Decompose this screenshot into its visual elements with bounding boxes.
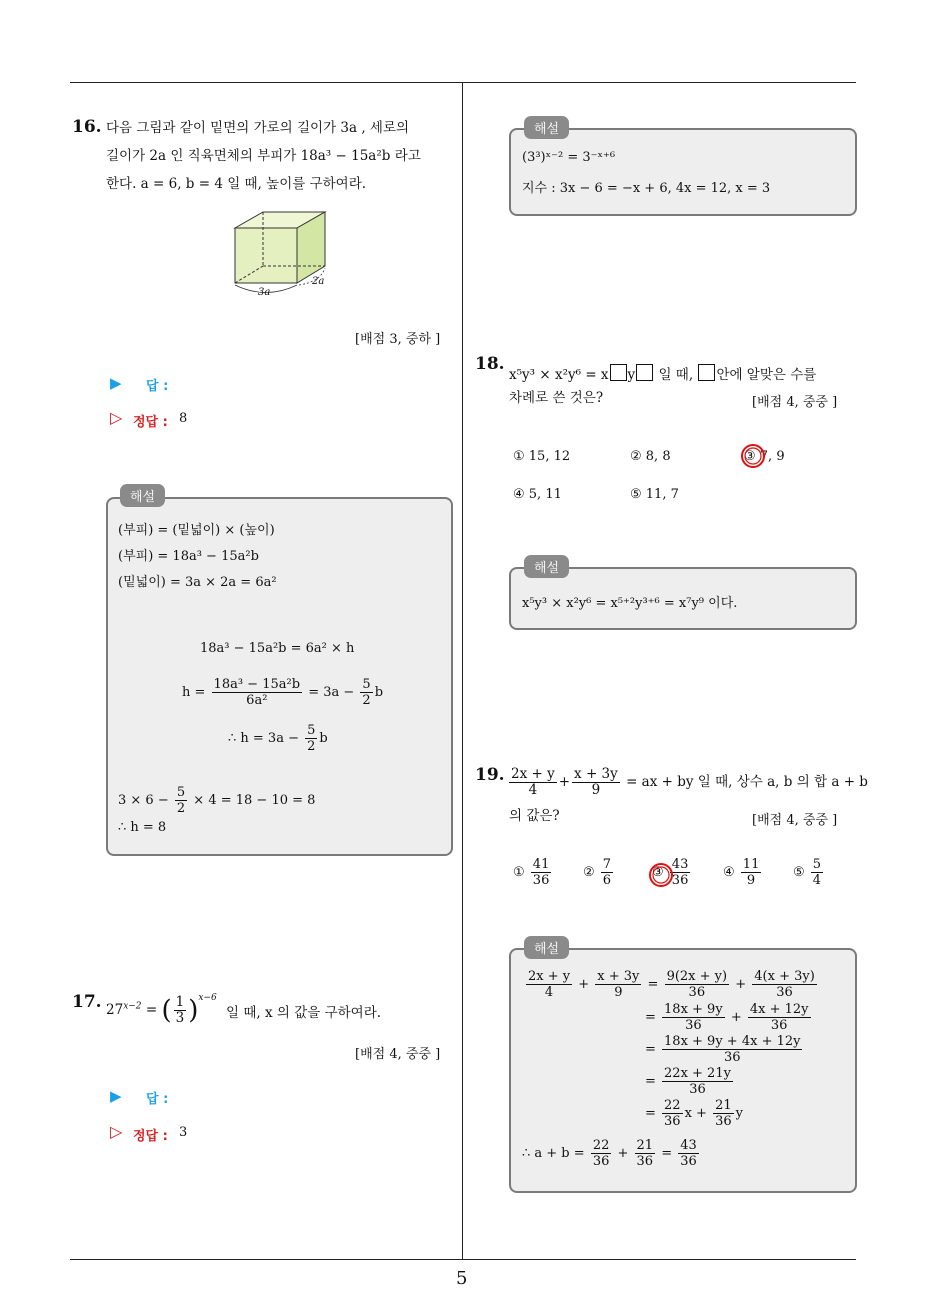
q16-sol6-fd: 2 <box>307 739 316 754</box>
q17-solution-box <box>509 128 857 216</box>
q19-sol-r6b-n: 21 <box>636 1138 654 1153</box>
q19-choice-5[interactable] <box>793 857 825 888</box>
q19-sol-row2: = $\frac{18x + 9y}{36}$ + $\frac{4x + 12y}{36}$ <box>645 1002 809 1033</box>
top-rule <box>70 82 856 83</box>
q19-sol-r2a <box>662 1002 725 1033</box>
q19-sol-r1a-n: 2x + y <box>528 969 571 984</box>
q19-sol-r6b-d: 36 <box>636 1154 654 1169</box>
q19-line1 <box>507 767 868 798</box>
q19-sol-r5a <box>662 1098 683 1129</box>
q16-sol7-fd: 2 <box>176 801 186 816</box>
q16-sol5-fn: 5 <box>362 677 371 692</box>
q19-choice-1-d: 36 <box>532 873 550 888</box>
q18-choice-4[interactable]: ④ 5, 11 <box>513 487 562 502</box>
q16-sol-line3: (밑넓이) = 3a × 2a = 6a² <box>118 575 277 590</box>
q17-eq-rhs-exp: x−6 <box>198 993 217 1003</box>
q19-sol-r1c-d: 36 <box>688 985 706 1000</box>
q18-blank-box-3 <box>698 364 715 381</box>
q17-correct-value: 3 <box>179 1125 188 1140</box>
q16-sol5-mid: = 3a − <box>308 685 355 700</box>
q19-sol-r5a-d: 36 <box>664 1114 681 1129</box>
q19-points: [배점 4, 중중 ] <box>752 813 838 828</box>
q16-sol7-fn: 5 <box>176 785 186 800</box>
q17-sol-line1: (3³)ˣ⁻² = 3⁻ˣ⁺⁶ <box>522 150 616 165</box>
q19-sol-r3-n: 18x + 9y + 4x + 12y <box>664 1034 801 1049</box>
q16-number: 16. <box>72 117 102 137</box>
q16-sol6-frac <box>305 723 317 754</box>
q18-correct-circle-icon <box>738 441 768 471</box>
q19-line2: 의 값은? <box>509 808 560 824</box>
column-divider <box>462 82 463 1260</box>
q18-choice-1[interactable]: ① 15, 12 <box>513 449 571 464</box>
q18-eq-y: y <box>627 367 636 383</box>
q16-sol6-fn: 5 <box>307 723 316 738</box>
q19-choice-5-d: 4 <box>812 873 822 888</box>
q16-solution-tag: 해설 <box>120 484 165 507</box>
q17-equation: $27^{x-2}$ = ( $\frac{1}{3}$ )$^{x-6}$ <box>106 993 217 1026</box>
q17-number: 17. <box>72 992 102 1012</box>
q17-eq-eq: = <box>145 1002 158 1018</box>
q16-line3: 한다. a = 6, b = 4 일 때, 높이를 구하여라. <box>106 176 367 192</box>
q16-line2: 길이가 2a 인 직육면체의 부피가 18a³ − 15a²b 라고 <box>106 148 421 164</box>
q19-choice-2-n: 7 <box>602 857 612 872</box>
q19-sol-r2b-d: 36 <box>770 1018 788 1033</box>
q19-number: 19. <box>475 765 505 785</box>
q17-correct-label: 정답 : <box>133 1129 168 1144</box>
q19-text: = ax + by 일 때, 상수 a, b 의 합 a + b <box>626 774 868 790</box>
q16-sol-line2: (부피) = 18a³ − 15a²b <box>118 549 259 564</box>
q19-choice-1[interactable] <box>513 857 553 888</box>
q17-eq-fd: 3 <box>175 1010 185 1026</box>
q19-sol-r6c-d: 36 <box>680 1154 697 1169</box>
q19-frac1 <box>509 767 557 798</box>
q19-sol-r1b-n: x + 3y <box>597 969 640 984</box>
q19-choice-5-frac <box>811 857 823 888</box>
q19-choice-3-n: 43 <box>671 857 689 872</box>
q19-sol-r6c-n: 43 <box>680 1138 697 1153</box>
q19-sol-r5-x: x + <box>684 1106 707 1121</box>
q16-sol6-end: b <box>319 731 328 746</box>
q19-sol-r6a <box>591 1138 612 1169</box>
q18-text-b: 안에 알맞은 수를 <box>716 367 817 383</box>
q16-sol7-end: × 4 = 18 − 10 = 8 <box>193 793 316 808</box>
q17-answer-arrow-icon: ▶ <box>110 1087 122 1105</box>
q16-sol-line5 <box>182 677 383 708</box>
q19-sol-r6-lhs: ∴ a + b = <box>522 1146 585 1161</box>
q19-sol-r2a-d: 36 <box>685 1018 702 1033</box>
q16-sol-line1: (부피) = (밑넓이) × (높이) <box>118 523 275 538</box>
q17-text: 일 때, x 의 값을 구하여라. <box>226 1005 382 1021</box>
q19-choice-1-mark: ① <box>513 865 525 880</box>
q17-eq-lhs-exp: x−2 <box>123 1001 142 1012</box>
q17-eq-fn: 1 <box>175 994 185 1010</box>
q17-points: [배점 4, 중중 ] <box>355 1047 441 1062</box>
q19-sol-r4-n: 22x + 21y <box>664 1066 731 1081</box>
q16-sol-line6 <box>228 723 328 754</box>
q19-f1d: 4 <box>528 782 538 798</box>
q16-sol5-num: 18a³ − 15a²b <box>213 677 301 692</box>
q16-sol5-den: 6a² <box>246 693 268 708</box>
q16-fig-label-2a: 2a <box>312 276 325 287</box>
q19-f2d: 9 <box>591 782 601 798</box>
q19-sol-r5b-n: 21 <box>715 1098 732 1113</box>
q19-frac2 <box>572 767 620 798</box>
q19-sol-r1c <box>665 969 730 1000</box>
q16-sol5-lhs: h = <box>182 685 206 700</box>
q19-sol-r6c <box>678 1138 699 1169</box>
q17-sol-line2: 지수 : 3x − 6 = −x + 6, 4x = 12, x = 3 <box>522 181 771 196</box>
q18-blank-box-2 <box>636 364 653 381</box>
bottom-rule <box>70 1259 856 1260</box>
q19-sol-r3 <box>662 1034 802 1065</box>
q19-sol-r2b <box>748 1002 811 1033</box>
q19-sol-r5b-d: 36 <box>715 1114 732 1129</box>
q19-choice-3-d: 36 <box>671 873 689 888</box>
q18-choice-3[interactable]: ③ 7, 9 <box>744 449 785 464</box>
q19-sol-r1c-n: 9(2x + y) <box>666 969 728 984</box>
q16-sol-line4: 18a³ − 15a²b = 6a² × h <box>200 641 355 656</box>
q19-choice-2-mark: ② <box>583 865 595 880</box>
q17-solution-tag: 해설 <box>524 116 569 139</box>
q19-solution-tag: 해설 <box>524 936 569 959</box>
q19-choice-5-n: 5 <box>812 857 822 872</box>
q16-cuboid-figure <box>225 208 340 303</box>
q19-sol-r6a-d: 36 <box>592 1154 610 1169</box>
q19-sol-row1: $\frac{2x + y}{4}$ + $\frac{x + 3y}{9}$ = $\frac{9(2x + y)}{36}$ + $\frac{4(x + 3y)}{36}$ <box>528 969 815 1000</box>
q19-choice-1-n: 41 <box>532 857 550 872</box>
q16-correct-arrow-icon: ▷ <box>110 408 123 427</box>
q16-sol-line7 <box>118 785 315 816</box>
q18-eq: x⁵y³ × x²y⁶ = x <box>509 367 609 383</box>
q18-line2: 차례로 쓴 것은? <box>509 390 604 406</box>
q19-sol-r3-d: 36 <box>723 1050 741 1065</box>
q16-correct-value: 8 <box>179 411 188 426</box>
q19-sol-r4 <box>662 1066 733 1097</box>
q18-choice-2[interactable]: ② 8, 8 <box>630 449 671 464</box>
q18-points: [배점 4, 중중 ] <box>752 395 838 410</box>
q17-answer-label: 답 : <box>146 1092 169 1107</box>
q19-choice-2-frac <box>601 857 613 888</box>
q16-sol5-fd: 2 <box>362 693 371 708</box>
q19-sol-row4: = $\frac{22x + 21y}{36}$ <box>645 1066 731 1097</box>
q17-eq-lhs: 27 <box>106 1002 124 1018</box>
q19-choice-4-mark: ④ <box>723 865 735 880</box>
q19-choice-2[interactable] <box>583 857 615 888</box>
q18-text-a: 일 때, <box>658 367 694 383</box>
q19-sol-r1d-d: 36 <box>776 985 793 1000</box>
q19-sol-r1b <box>595 969 641 1000</box>
q19-sol-row3: = $\frac{18x + 9y + 4x + 12y}{36}$ <box>645 1034 801 1065</box>
q16-fig-label-3a: 3a <box>258 287 271 298</box>
q16-points: [배점 3, 중하 ] <box>355 332 441 347</box>
q16-sol5-frac2 <box>360 677 372 708</box>
q19-sol-r1a-d: 4 <box>544 985 554 1000</box>
q19-sol-r5-y: y <box>735 1106 743 1121</box>
q16-correct-label: 정답 : <box>133 415 168 430</box>
q19-choice-2-d: 6 <box>602 873 612 888</box>
q18-blank-box-1 <box>610 364 627 381</box>
q19-choice-5-mark: ⑤ <box>793 865 805 880</box>
q18-solution-tag: 해설 <box>524 555 569 578</box>
q16-answer-label: 답 : <box>146 379 169 394</box>
q16-answer-arrow-icon: ▶ <box>110 374 122 392</box>
q19-sol-r6a-n: 22 <box>592 1138 610 1153</box>
q19-sol-row6: ∴ a + b = $\frac{22}{36}$ + $\frac{21}{36}$ = $\frac{43}{36}$ <box>522 1138 697 1169</box>
q18-choice-5[interactable]: ⑤ 11, 7 <box>630 487 679 502</box>
q19-choice-4[interactable] <box>723 857 763 888</box>
q19-sol-r2a-n: 18x + 9y <box>664 1002 723 1017</box>
q19-sol-r6b <box>635 1138 656 1169</box>
q16-sol7-frac <box>175 785 187 816</box>
q18-sol-line1: x⁵y³ × x²y⁶ = x⁵⁺²y³⁺⁶ = x⁷y⁹ 이다. <box>522 596 738 611</box>
page-number: 5 <box>456 1268 468 1289</box>
q16-sol5-frac <box>212 677 303 708</box>
q19-choice-3-mark: ③ <box>652 865 664 880</box>
q17-correct-arrow-icon: ▷ <box>110 1122 123 1141</box>
q19-sol-r1d <box>752 969 817 1000</box>
q19-f1n: 2x + y <box>511 766 555 782</box>
q16-sol7-lhs: 3 × 6 − <box>118 793 169 808</box>
q19-sol-r1b-d: 9 <box>614 985 623 1000</box>
q19-f2n: x + 3y <box>574 766 618 782</box>
q16-sol5-end: b <box>374 685 384 700</box>
q19-choice-4-frac <box>741 857 762 888</box>
q19-sol-r2b-n: 4x + 12y <box>749 1002 809 1017</box>
q16-line1: 다음 그림과 같이 밑면의 가로의 길이가 3a , 세로의 <box>106 120 410 136</box>
q16-sol-line8: ∴ h = 8 <box>118 820 167 835</box>
q19-sol-r5a-n: 22 <box>664 1098 681 1113</box>
q19-choice-1-frac <box>531 857 552 888</box>
q16-sol6-lhs: ∴ h = 3a − <box>228 731 299 746</box>
q19-sol-row5: = $\frac{22}{36}$ x + $\frac{21}{36}$ y <box>645 1098 743 1129</box>
q18-line1 <box>509 363 816 383</box>
q19-correct-circle-icon <box>646 860 676 890</box>
q19-sol-r1a <box>526 969 572 1000</box>
q19-choice-4-n: 11 <box>742 857 760 872</box>
q17-eq-frac <box>174 995 187 1026</box>
q19-plus: + <box>558 774 571 790</box>
q18-number: 18. <box>475 354 505 374</box>
q19-sol-r5b <box>713 1098 734 1129</box>
q19-choice-4-d: 9 <box>746 873 756 888</box>
q19-sol-r4-d: 36 <box>689 1082 706 1097</box>
q19-sol-r1d-n: 4(x + 3y) <box>754 969 815 984</box>
